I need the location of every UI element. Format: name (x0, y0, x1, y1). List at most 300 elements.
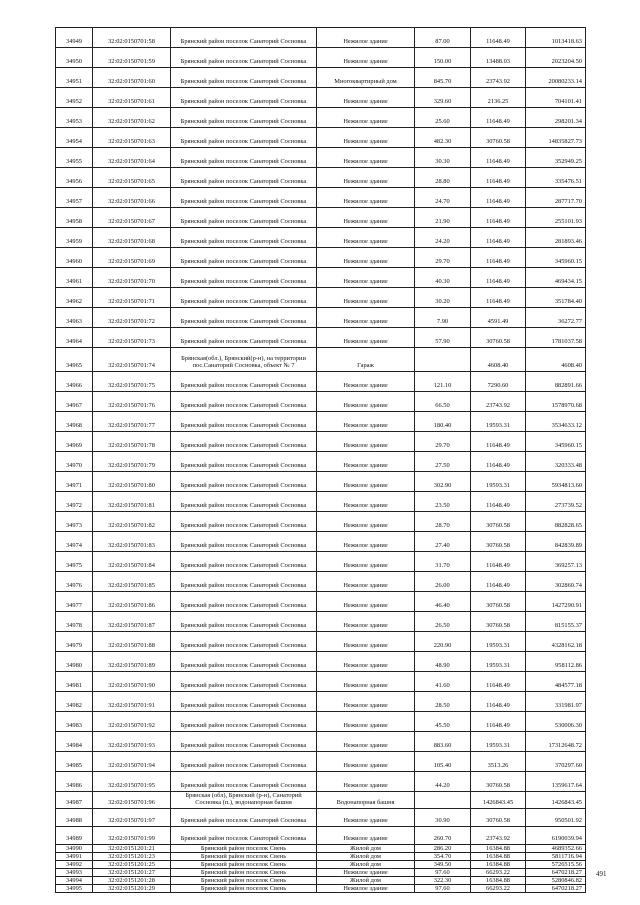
cadastral-value-cell: 331981.97 (526, 692, 586, 712)
unit-value-cell: 4591.49 (471, 308, 526, 328)
row-number-cell: 34987 (56, 792, 93, 809)
cadastral-number-cell: 32:02:0150701:73 (93, 328, 171, 348)
cadastral-value-cell: 1781037.58 (526, 328, 586, 348)
object-type-cell: Нежилое здание (317, 372, 415, 392)
cadastral-number-cell: 32:02:0150701:79 (93, 452, 171, 472)
area-cell: 31.70 (415, 552, 471, 572)
cadastral-value-cell: 530006.30 (526, 712, 586, 732)
unit-value-cell: 11648.49 (471, 248, 526, 268)
row-number-cell: 34995 (56, 885, 93, 893)
row-number-cell: 34963 (56, 308, 93, 328)
object-type-cell: Нежилое здание (317, 248, 415, 268)
row-number-cell: 34971 (56, 472, 93, 492)
area-cell: 322.30 (415, 877, 471, 885)
cadastral-number-cell: 32:02:0150701:74 (93, 348, 171, 372)
cadastral-value-cell: 345960.15 (526, 432, 586, 452)
address-cell: Брянский район поселок Санаторий Сосновка (171, 772, 317, 792)
cadastral-value-cell: 6470218.27 (526, 885, 586, 893)
cadastral-number-cell: 32:02:0150701:64 (93, 148, 171, 168)
object-type-cell: Нежилое здание (317, 268, 415, 288)
unit-value-cell: 7290.60 (471, 372, 526, 392)
cadastral-value-cell: 4689352.66 (526, 845, 586, 853)
address-cell: Брянский район поселок Санаторий Сосновка (171, 532, 317, 552)
cadastral-number-cell: 32:02:0150701:77 (93, 412, 171, 432)
object-type-cell: Нежилое здание (317, 512, 415, 532)
cadastral-value-cell: 4328162.18 (526, 632, 586, 652)
area-cell: 30.90 (415, 809, 471, 827)
cadastral-value-cell: 281893.46 (526, 228, 586, 248)
table-row (56, 432, 586, 452)
row-number-cell: 34992 (56, 861, 93, 869)
object-type-cell: Нежилое здание (317, 328, 415, 348)
unit-value-cell: 30760.58 (471, 809, 526, 827)
row-number-cell: 34965 (56, 348, 93, 372)
cadastral-number-cell: 32:02:0150701:99 (93, 827, 171, 845)
address-cell: Брянский район поселок Санаторий Сосновка (171, 512, 317, 532)
area-cell: 286.20 (415, 845, 471, 853)
row-number-cell: 34988 (56, 809, 93, 827)
cadastral-number-cell: 32:02:0150701:68 (93, 228, 171, 248)
cadastral-number-cell: 32:02:0150701:95 (93, 772, 171, 792)
object-type-cell: Нежилое здание (317, 672, 415, 692)
table-row (56, 732, 586, 752)
address-cell: Брянский район поселок Санаторий Сосновка (171, 288, 317, 308)
cadastral-number-cell: 32:02:0150701:81 (93, 492, 171, 512)
cadastral-value-cell: 302860.74 (526, 572, 586, 592)
cadastral-value-cell: 287717.70 (526, 188, 586, 208)
table-row (56, 412, 586, 432)
row-number-cell: 34969 (56, 432, 93, 452)
address-cell: Брянский район поселок Санаторий Сосновка (171, 48, 317, 68)
area-cell: 29.70 (415, 432, 471, 452)
object-type-cell: Жилой дом (317, 861, 415, 869)
area-cell: 349.50 (415, 861, 471, 869)
cadastral-number-cell: 32:02:0150701:71 (93, 288, 171, 308)
object-type-cell: Нежилое здание (317, 732, 415, 752)
cadastral-value-cell: 5726515.56 (526, 861, 586, 869)
area-cell: 30.30 (415, 148, 471, 168)
address-cell: Брянский район поселок Санаторий Сосновка (171, 712, 317, 732)
cadastral-number-cell: 32:02:0150701:85 (93, 572, 171, 592)
area-cell: 105.40 (415, 752, 471, 772)
object-type-cell: Нежилое здание (317, 48, 415, 68)
table-row (56, 188, 586, 208)
unit-value-cell: 2136.25 (471, 88, 526, 108)
address-cell: Брянский район поселок Санаторий Сосновка (171, 412, 317, 432)
table-row (56, 792, 586, 809)
row-number-cell: 34956 (56, 168, 93, 188)
object-type-cell: Многоквартирный дом (317, 68, 415, 88)
object-type-cell: Жилой дом (317, 845, 415, 853)
area-cell: 28.70 (415, 512, 471, 532)
row-number-cell: 34958 (56, 208, 93, 228)
cadastral-number-cell: 32:02:0150701:92 (93, 712, 171, 732)
cadastral-value-cell: 5811716.94 (526, 853, 586, 861)
object-type-cell: Нежилое здание (317, 827, 415, 845)
object-type-cell: Нежилое здание (317, 885, 415, 893)
object-type-cell: Нежилое здание (317, 632, 415, 652)
cadastral-number-cell: 32:02:0150701:89 (93, 652, 171, 672)
address-cell: Брянский район поселок Санаторий Сосновка (171, 452, 317, 472)
cadastral-number-cell: 32:02:0150701:66 (93, 188, 171, 208)
table-row (56, 652, 586, 672)
address-cell: Брянский район поселок Свень (171, 861, 317, 869)
row-number-cell: 34968 (56, 412, 93, 432)
address-cell: Брянский район поселок Санаторий Сосновка (171, 68, 317, 88)
cadastral-value-cell: 36272.77 (526, 308, 586, 328)
unit-value-cell: 1426843.45 (471, 792, 526, 809)
unit-value-cell: 23743.92 (471, 68, 526, 88)
cadastral-number-cell: 32:02:0150701:97 (93, 809, 171, 827)
unit-value-cell: 23743.92 (471, 827, 526, 845)
cadastral-number-cell: 32:02:0150701:60 (93, 68, 171, 88)
unit-value-cell: 19593.31 (471, 412, 526, 432)
area-cell: 150.00 (415, 48, 471, 68)
row-number-cell: 34970 (56, 452, 93, 472)
address-cell: Брянский район поселок Свень (171, 877, 317, 885)
cadastral-value-cell: 255101.93 (526, 208, 586, 228)
cadastral-number-cell: 32:02:0150701:59 (93, 48, 171, 68)
cadastral-number-cell: 32:02:0150701:61 (93, 88, 171, 108)
object-type-cell: Нежилое здание (317, 652, 415, 672)
table-row (56, 68, 586, 88)
address-cell: Брянский район поселок Свень (171, 845, 317, 853)
table-row (56, 592, 586, 612)
row-number-cell: 34984 (56, 732, 93, 752)
unit-value-cell: 30760.58 (471, 592, 526, 612)
row-number-cell: 34989 (56, 827, 93, 845)
area-cell: 45.50 (415, 712, 471, 732)
object-type-cell: Нежилое здание (317, 128, 415, 148)
row-number-cell: 34972 (56, 492, 93, 512)
object-type-cell: Нежилое здание (317, 552, 415, 572)
address-cell: Брянский район поселок Свень (171, 869, 317, 877)
unit-value-cell: 16384.88 (471, 853, 526, 861)
cadastral-number-cell: 32:02:0150701:86 (93, 592, 171, 612)
address-cell: Брянский район поселок Санаторий Сосновка (171, 372, 317, 392)
table-row (56, 861, 586, 869)
table-row (56, 885, 586, 893)
object-type-cell: Нежилое здание (317, 412, 415, 432)
cadastral-number-cell: 32:02:0150701:78 (93, 432, 171, 452)
cadastral-number-cell: 32:02:0150701:80 (93, 472, 171, 492)
unit-value-cell: 11648.49 (471, 672, 526, 692)
table-row (56, 552, 586, 572)
row-number-cell: 34993 (56, 869, 93, 877)
cadastral-value-cell: 1359617.64 (526, 772, 586, 792)
cadastral-number-cell: 32:02:0150701:76 (93, 392, 171, 412)
table-row (56, 88, 586, 108)
unit-value-cell: 66293.22 (471, 885, 526, 893)
object-type-cell: Нежилое здание (317, 28, 415, 48)
address-cell: Брянский район поселок Санаторий Сосновка (171, 168, 317, 188)
object-type-cell: Нежилое здание (317, 612, 415, 632)
registry-table-body (56, 28, 586, 893)
object-type-cell: Нежилое здание (317, 288, 415, 308)
unit-value-cell: 11648.49 (471, 552, 526, 572)
unit-value-cell: 23743.92 (471, 392, 526, 412)
area-cell: 48.90 (415, 652, 471, 672)
table-row (56, 612, 586, 632)
address-cell: Брянский район поселок Санаторий Сосновка (171, 128, 317, 148)
address-cell: Брянский район поселок Санаторий Сосновка (171, 809, 317, 827)
row-number-cell: 34990 (56, 845, 93, 853)
cadastral-value-cell: 320333.48 (526, 452, 586, 472)
object-type-cell: Нежилое здание (317, 392, 415, 412)
cadastral-value-cell: 298201.34 (526, 108, 586, 128)
unit-value-cell: 19593.31 (471, 652, 526, 672)
table-row (56, 632, 586, 652)
cadastral-value-cell: 1427290.91 (526, 592, 586, 612)
cadastral-number-cell: 32:02:0150701:87 (93, 612, 171, 632)
row-number-cell: 34951 (56, 68, 93, 88)
area-cell: 23.50 (415, 492, 471, 512)
cadastral-value-cell: 369257.13 (526, 552, 586, 572)
cadastral-number-cell: 32:02:0150701:75 (93, 372, 171, 392)
address-cell: Брянский район поселок Санаторий Сосновка (171, 652, 317, 672)
address-cell: Брянский район поселок Санаторий Сосновка (171, 472, 317, 492)
table-row (56, 28, 586, 48)
unit-value-cell: 30760.58 (471, 612, 526, 632)
area-cell: 27.40 (415, 532, 471, 552)
cadastral-number-cell: 32:02:0150701:62 (93, 108, 171, 128)
row-number-cell: 34966 (56, 372, 93, 392)
cadastral-value-cell: 882891.66 (526, 372, 586, 392)
cadastral-number-cell: 32:02:0150701:91 (93, 692, 171, 712)
table-row (56, 827, 586, 845)
address-cell: Брянский район поселок Санаторий Сосновка (171, 88, 317, 108)
area-cell (415, 792, 471, 809)
unit-value-cell: 66293.22 (471, 869, 526, 877)
cadastral-value-cell: 352949.25 (526, 148, 586, 168)
address-cell: Брянский район поселок Санаторий Сосновка (171, 268, 317, 288)
address-cell: Брянская(обл.), Брянский(р-н), на территории пос.Санаторий Сосновка, объект № 7 (171, 348, 317, 372)
area-cell: 26.50 (415, 612, 471, 632)
cadastral-number-cell: 32:02:0150701:93 (93, 732, 171, 752)
address-cell: Брянский район поселок Санаторий Сосновка (171, 308, 317, 328)
cadastral-value-cell: 14835827.73 (526, 128, 586, 148)
area-cell: 26.00 (415, 572, 471, 592)
address-cell: Брянский район поселок Санаторий Сосновка (171, 148, 317, 168)
cadastral-number-cell: 32:02:0150701:96 (93, 792, 171, 809)
address-cell: Брянский район поселок Санаторий Сосновка (171, 328, 317, 348)
cadastral-number-cell: 32:02:0150701:72 (93, 308, 171, 328)
row-number-cell: 34975 (56, 552, 93, 572)
address-cell: Брянский район поселок Санаторий Сосновка (171, 672, 317, 692)
object-type-cell: Нежилое здание (317, 492, 415, 512)
cadastral-value-cell: 469434.15 (526, 268, 586, 288)
cadastral-value-cell: 17312648.72 (526, 732, 586, 752)
unit-value-cell: 11648.49 (471, 712, 526, 732)
area-cell: 24.70 (415, 188, 471, 208)
object-type-cell: Нежилое здание (317, 168, 415, 188)
cadastral-number-cell: 32:02:0150701:84 (93, 552, 171, 572)
cadastral-value-cell: 958112.86 (526, 652, 586, 672)
cadastral-number-cell: 32:02:0151201:25 (93, 861, 171, 869)
area-cell: 845.70 (415, 68, 471, 88)
area-cell: 220.90 (415, 632, 471, 652)
unit-value-cell: 4608.40 (471, 348, 526, 372)
cadastral-value-cell: 2023204.50 (526, 48, 586, 68)
object-type-cell: Нежилое здание (317, 432, 415, 452)
cadastral-value-cell: 273739.52 (526, 492, 586, 512)
cadastral-number-cell: 32:02:0151201:23 (93, 853, 171, 861)
unit-value-cell: 11648.49 (471, 168, 526, 188)
unit-value-cell: 16384.88 (471, 845, 526, 853)
row-number-cell: 34949 (56, 28, 93, 48)
unit-value-cell: 11648.49 (471, 228, 526, 248)
table-row (56, 288, 586, 308)
object-type-cell: Нежилое здание (317, 772, 415, 792)
table-row (56, 128, 586, 148)
table-row (56, 392, 586, 412)
cadastral-number-cell: 32:02:0150701:90 (93, 672, 171, 692)
address-cell: Брянский район поселок Санаторий Сосновка (171, 732, 317, 752)
cadastral-number-cell: 32:02:0151201:29 (93, 885, 171, 893)
object-type-cell: Нежилое здание (317, 308, 415, 328)
object-type-cell: Нежилое здание (317, 452, 415, 472)
cadastral-value-cell: 1578970.68 (526, 392, 586, 412)
row-number-cell: 34994 (56, 877, 93, 885)
area-cell: 66.50 (415, 392, 471, 412)
unit-value-cell: 11648.49 (471, 692, 526, 712)
cadastral-number-cell: 32:02:0151201:27 (93, 869, 171, 877)
address-cell: Брянский район поселок Санаторий Сосновка (171, 572, 317, 592)
address-cell: Брянский район поселок Санаторий Сосновка (171, 752, 317, 772)
table-row (56, 572, 586, 592)
row-number-cell: 34986 (56, 772, 93, 792)
cadastral-value-cell: 815155.37 (526, 612, 586, 632)
area-cell: 329.60 (415, 88, 471, 108)
unit-value-cell: 30760.58 (471, 772, 526, 792)
area-cell: 28.50 (415, 692, 471, 712)
cadastral-number-cell: 32:02:0150701:69 (93, 248, 171, 268)
table-row (56, 48, 586, 68)
table-row (56, 472, 586, 492)
address-cell: Брянский район поселок Санаторий Сосновка (171, 248, 317, 268)
row-number-cell: 34991 (56, 853, 93, 861)
table-row (56, 877, 586, 885)
row-number-cell: 34973 (56, 512, 93, 532)
table-row (56, 492, 586, 512)
table-row (56, 692, 586, 712)
table-row (56, 208, 586, 228)
unit-value-cell: 11648.49 (471, 188, 526, 208)
area-cell (415, 348, 471, 372)
object-type-cell: Нежилое здание (317, 809, 415, 827)
address-cell: Брянский район поселок Санаторий Сосновка (171, 692, 317, 712)
row-number-cell: 34955 (56, 148, 93, 168)
table-row (56, 108, 586, 128)
unit-value-cell: 30760.58 (471, 532, 526, 552)
table-row (56, 268, 586, 288)
row-number-cell: 34954 (56, 128, 93, 148)
cadastral-value-cell: 882828.65 (526, 512, 586, 532)
table-row (56, 869, 586, 877)
table-row (56, 308, 586, 328)
unit-value-cell: 13488.03 (471, 48, 526, 68)
row-number-cell: 34952 (56, 88, 93, 108)
row-number-cell: 34960 (56, 248, 93, 268)
address-cell: Брянский район поселок Санаторий Сосновка (171, 108, 317, 128)
cadastral-value-cell: 950501.92 (526, 809, 586, 827)
area-cell: 21.90 (415, 208, 471, 228)
cadastral-number-cell: 32:02:0150701:83 (93, 532, 171, 552)
table-row (56, 512, 586, 532)
row-number-cell: 34978 (56, 612, 93, 632)
unit-value-cell: 11648.49 (471, 452, 526, 472)
table-row (56, 248, 586, 268)
unit-value-cell: 30760.58 (471, 128, 526, 148)
object-type-cell: Нежилое здание (317, 869, 415, 877)
object-type-cell: Нежилое здание (317, 572, 415, 592)
area-cell: 25.60 (415, 108, 471, 128)
area-cell: 87.00 (415, 28, 471, 48)
area-cell: 97.60 (415, 869, 471, 877)
table-row (56, 148, 586, 168)
area-cell: 29.70 (415, 248, 471, 268)
object-type-cell: Водонапорная башня (317, 792, 415, 809)
cadastral-value-cell: 6190039.94 (526, 827, 586, 845)
row-number-cell: 34974 (56, 532, 93, 552)
row-number-cell: 34985 (56, 752, 93, 772)
table-row (56, 672, 586, 692)
row-number-cell: 34979 (56, 632, 93, 652)
area-cell: 44.20 (415, 772, 471, 792)
address-cell: Брянский район поселок Свень (171, 885, 317, 893)
row-number-cell: 34983 (56, 712, 93, 732)
cadastral-value-cell: 351784.40 (526, 288, 586, 308)
address-cell: Брянский район поселок Санаторий Сосновка (171, 392, 317, 412)
area-cell: 354.70 (415, 853, 471, 861)
cadastral-value-cell: 842839.89 (526, 532, 586, 552)
cadastral-number-cell: 32:02:0151201:28 (93, 877, 171, 885)
object-type-cell: Жилой дом (317, 877, 415, 885)
cadastral-number-cell: 32:02:0150701:88 (93, 632, 171, 652)
object-type-cell: Нежилое здание (317, 752, 415, 772)
area-cell: 30.20 (415, 288, 471, 308)
cadastral-number-cell: 32:02:0150701:70 (93, 268, 171, 288)
object-type-cell: Нежилое здание (317, 208, 415, 228)
object-type-cell: Нежилое здание (317, 472, 415, 492)
table-row (56, 348, 586, 372)
unit-value-cell: 11648.49 (471, 268, 526, 288)
cadastral-number-cell: 32:02:0150701:58 (93, 28, 171, 48)
cadastral-value-cell: 345960.15 (526, 248, 586, 268)
cadastral-number-cell: 32:02:0150701:82 (93, 512, 171, 532)
area-cell: 28.80 (415, 168, 471, 188)
area-cell: 41.60 (415, 672, 471, 692)
unit-value-cell: 30760.58 (471, 512, 526, 532)
cadastral-value-cell: 335476.51 (526, 168, 586, 188)
object-type-cell: Нежилое здание (317, 532, 415, 552)
table-row (56, 853, 586, 861)
address-cell: Брянский район поселок Санаторий Сосновка (171, 632, 317, 652)
row-number-cell: 34961 (56, 268, 93, 288)
unit-value-cell: 11648.49 (471, 108, 526, 128)
object-type-cell: Гараж (317, 348, 415, 372)
address-cell: Брянская (обл), Брянский (р-н), Санаторий Сосновка (п.), водонапорная башня (171, 792, 317, 809)
unit-value-cell: 11648.49 (471, 492, 526, 512)
page-number: 491 (596, 870, 607, 878)
cadastral-value-cell: 5280846.82 (526, 877, 586, 885)
area-cell: 24.20 (415, 228, 471, 248)
row-number-cell: 34982 (56, 692, 93, 712)
row-number-cell: 34977 (56, 592, 93, 612)
cadastral-number-cell: 32:02:0150701:67 (93, 208, 171, 228)
unit-value-cell: 11648.49 (471, 288, 526, 308)
area-cell: 482.30 (415, 128, 471, 148)
